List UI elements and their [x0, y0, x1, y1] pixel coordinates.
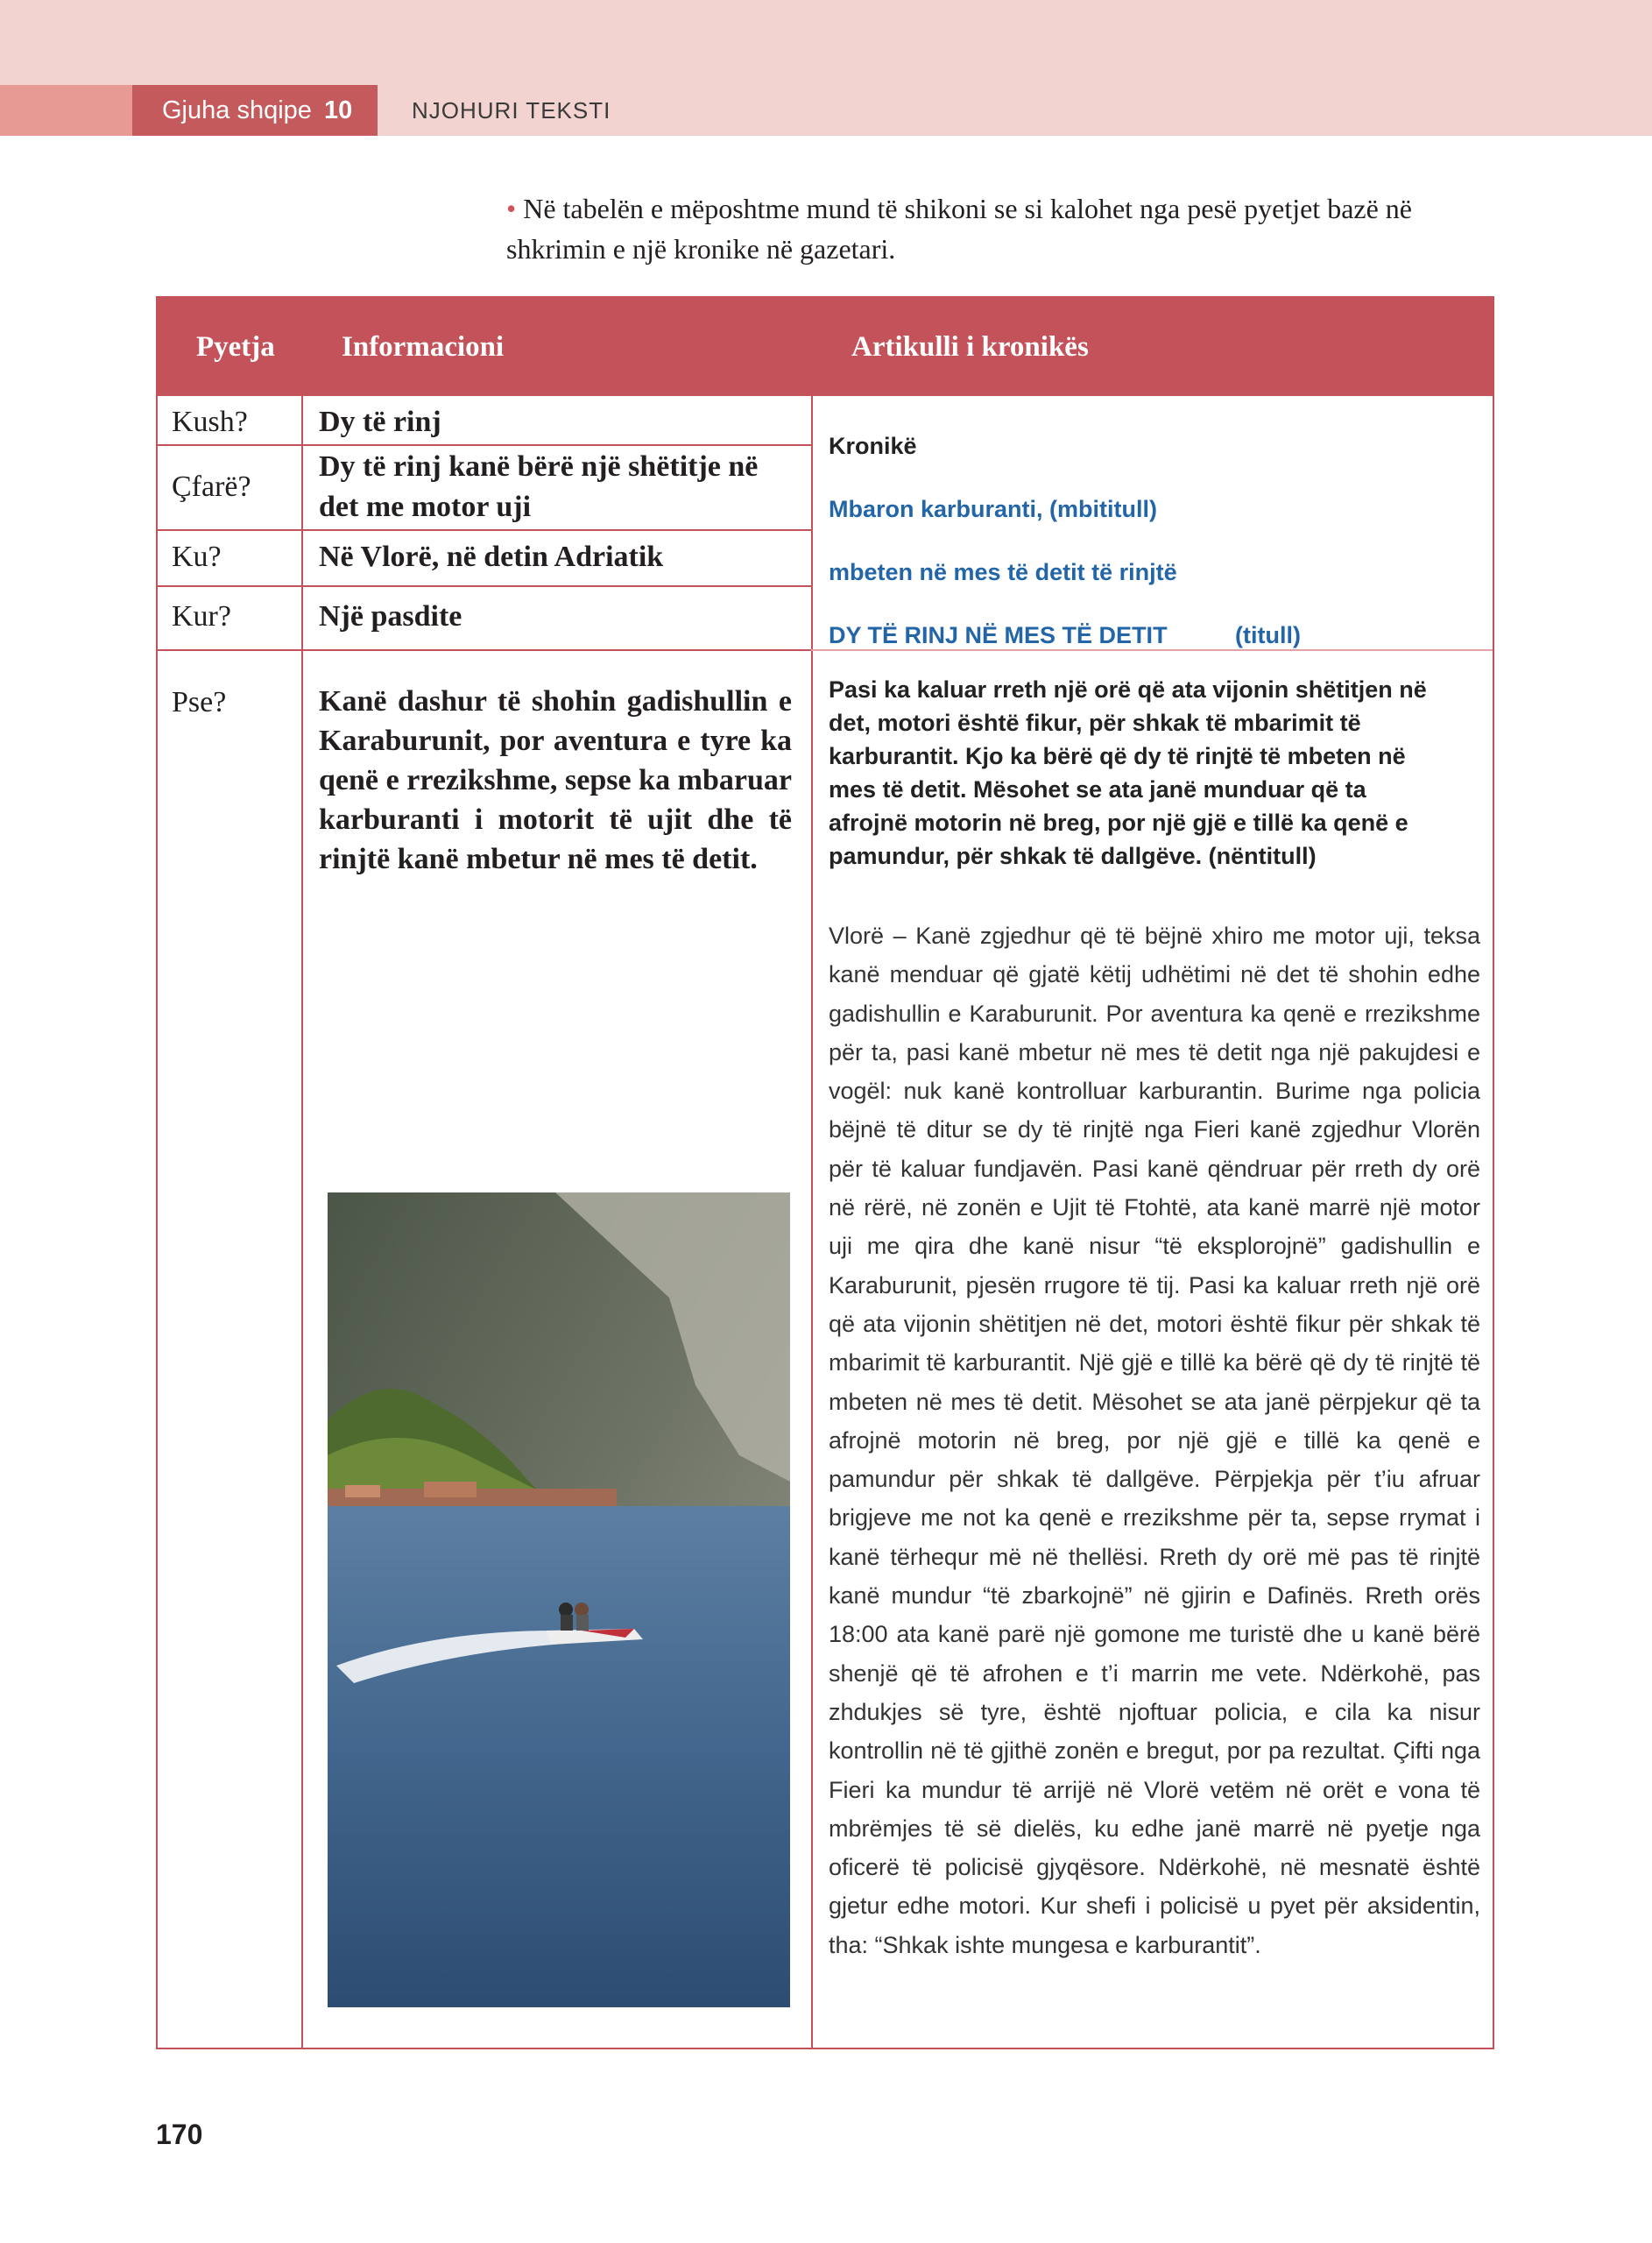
info-who: Dy të rinj: [319, 406, 441, 438]
page-number: 170: [156, 2119, 203, 2150]
book-title: Gjuha shqipe: [162, 96, 312, 124]
column-divider: [811, 396, 813, 2049]
row-divider: [158, 649, 811, 651]
article-overtitle: Mbaron karburanti, (mbititull): [829, 496, 1157, 522]
book-title-tab: [132, 85, 378, 136]
jet-ski-photo: [328, 1192, 790, 2007]
question-when: Kur?: [172, 600, 231, 633]
row-divider: [158, 529, 811, 531]
intro-text: Në tabelën e mëposhtme mund të shikoni se si kalohet nga pesë pyetjet bazë në shkrimin e një kronike në gazetari.: [506, 193, 1412, 265]
intro-paragraph: [506, 188, 1496, 269]
header-question: Pyetja: [196, 331, 275, 363]
header-strip: [0, 85, 132, 136]
article-body: Vlorë – Kanë zgjedhur që të bëjnë xhiro me motor uji, teksa kanë menduar që gjatë këtij udhëtimi në det të shohin edhe gadishullin e Karaburunit. Por aventura ka qenë e rrezikshme për ta, pasi kanë mbetur në mes të detit nga një pakujdesi e vogël: nuk kanë kontrolluar karburantin. Burime nga policia bëjnë të ditur se dy të rinjtë nga Fieri kanë zgjedhur Vlorën për të kaluar fundjavën. Pasi kanë qëndruar për rreth dy orë në rërë, në zonën e Ujit të Ftohtë, ata kanë marrë një motor uji me qira dhe kanë nisur “të eksplorojnë” gadishullin e Karaburunit, pjesën rrugore të tij. Pasi ka kaluar rreth një orë që ata vijonin shëtitjen në det, motori është fikur për shkak të mbarimit të karburantit. Një gjë e tillë ka bërë që dy të rinjtë të mbeten në mes të detit. Mësohet se ata janë përpjekur që ta afrojnë motorin në breg, por një gjë e tillë ka qenë e pamundur për shkak të dallgëve. Përpjekja për t’iu afruar brigjeve me not ka qenë e rrezikshme për ta, sepse rrymat i kanë tërhequr më në thellësi. Rreth dy orë më pas të rinjtë kanë mundur “të zbarkojnë” në gjirin e Dafinës. Rreth orës 18:00 ata kanë parë një gomone me turistë dhe u kanë bërë shenjë që të afrohen e t’i marrin me vete. Ndërkohë, pas zhdukjes së tyre, është njoftuar policia, e cila ka nisur kontrollin në të gjithë zonën e bregut, por pa rezultat. Çifti nga Fieri ka mundur të arrijë në Vlorë vetëm në orët e vona të mbrëmjes të së dielës, ku edhe janë marrë në pyetje nga oficerë të policisë gjyqësore. Ndërkohë, në mesnatë është gjetur edhe motori. Kur shefi i policisë u pyet për aksidentin, tha: “Shkak ishte mungesa e karburantit”.: [829, 923, 1480, 1958]
question-why: Pse?: [172, 686, 227, 718]
article-label: Kronikë: [829, 433, 917, 459]
info-what: Dy të rinj kanë bërë një shëtitje në det me motor uji: [319, 450, 759, 523]
row-divider: [811, 649, 1493, 651]
info-where: Në Vlorë, në detin Adriatik: [319, 541, 664, 573]
info-when: Një pasdite: [319, 600, 462, 633]
row-divider: [158, 444, 811, 446]
column-divider: [301, 396, 303, 2049]
table-header: [158, 298, 1493, 396]
article-title-tag: (titull): [1235, 622, 1301, 648]
question-what: Çfarë?: [172, 471, 251, 503]
bullet-icon: •: [506, 193, 517, 224]
question-who: Kush?: [172, 406, 248, 438]
info-why: Kanë dashur të shohin gadishullin e Karaburunit, por aventura e tyre ka qenë e rrezikshme, sepse ka mbaruar karburanti i motorit të ujit dhe të rinjtë kanë mbetur në mes të detit.: [319, 685, 792, 875]
article-title: DY TË RINJ NË MES TË DETIT: [829, 622, 1168, 648]
chronicle-table: [156, 296, 1494, 2049]
header-information: Informacioni: [342, 331, 505, 363]
section-title: NJOHURI TEKSTI: [412, 97, 611, 124]
question-where: Ku?: [172, 541, 222, 573]
article-subtitle: Pasi ka kaluar rreth një orë që ata vijonin shëtitjen në det, motori është fikur, për shkak të mbarimit të karburantit. Kjo ka bërë që dy të rinjtë të mbeten në mes të detit. Mësohet se ata janë munduar që ta afrojnë motorin në breg, por një gjë e tillë ka qenë e pamundur, për shkak të dallgëve. (nëntitull): [829, 676, 1427, 869]
book-number: 10: [323, 96, 353, 124]
header-article: Artikulli i kronikës: [851, 331, 1089, 363]
row-divider: [158, 585, 811, 587]
article-overtitle-2: mbeten në mes të detit të rinjtë: [829, 559, 1177, 585]
